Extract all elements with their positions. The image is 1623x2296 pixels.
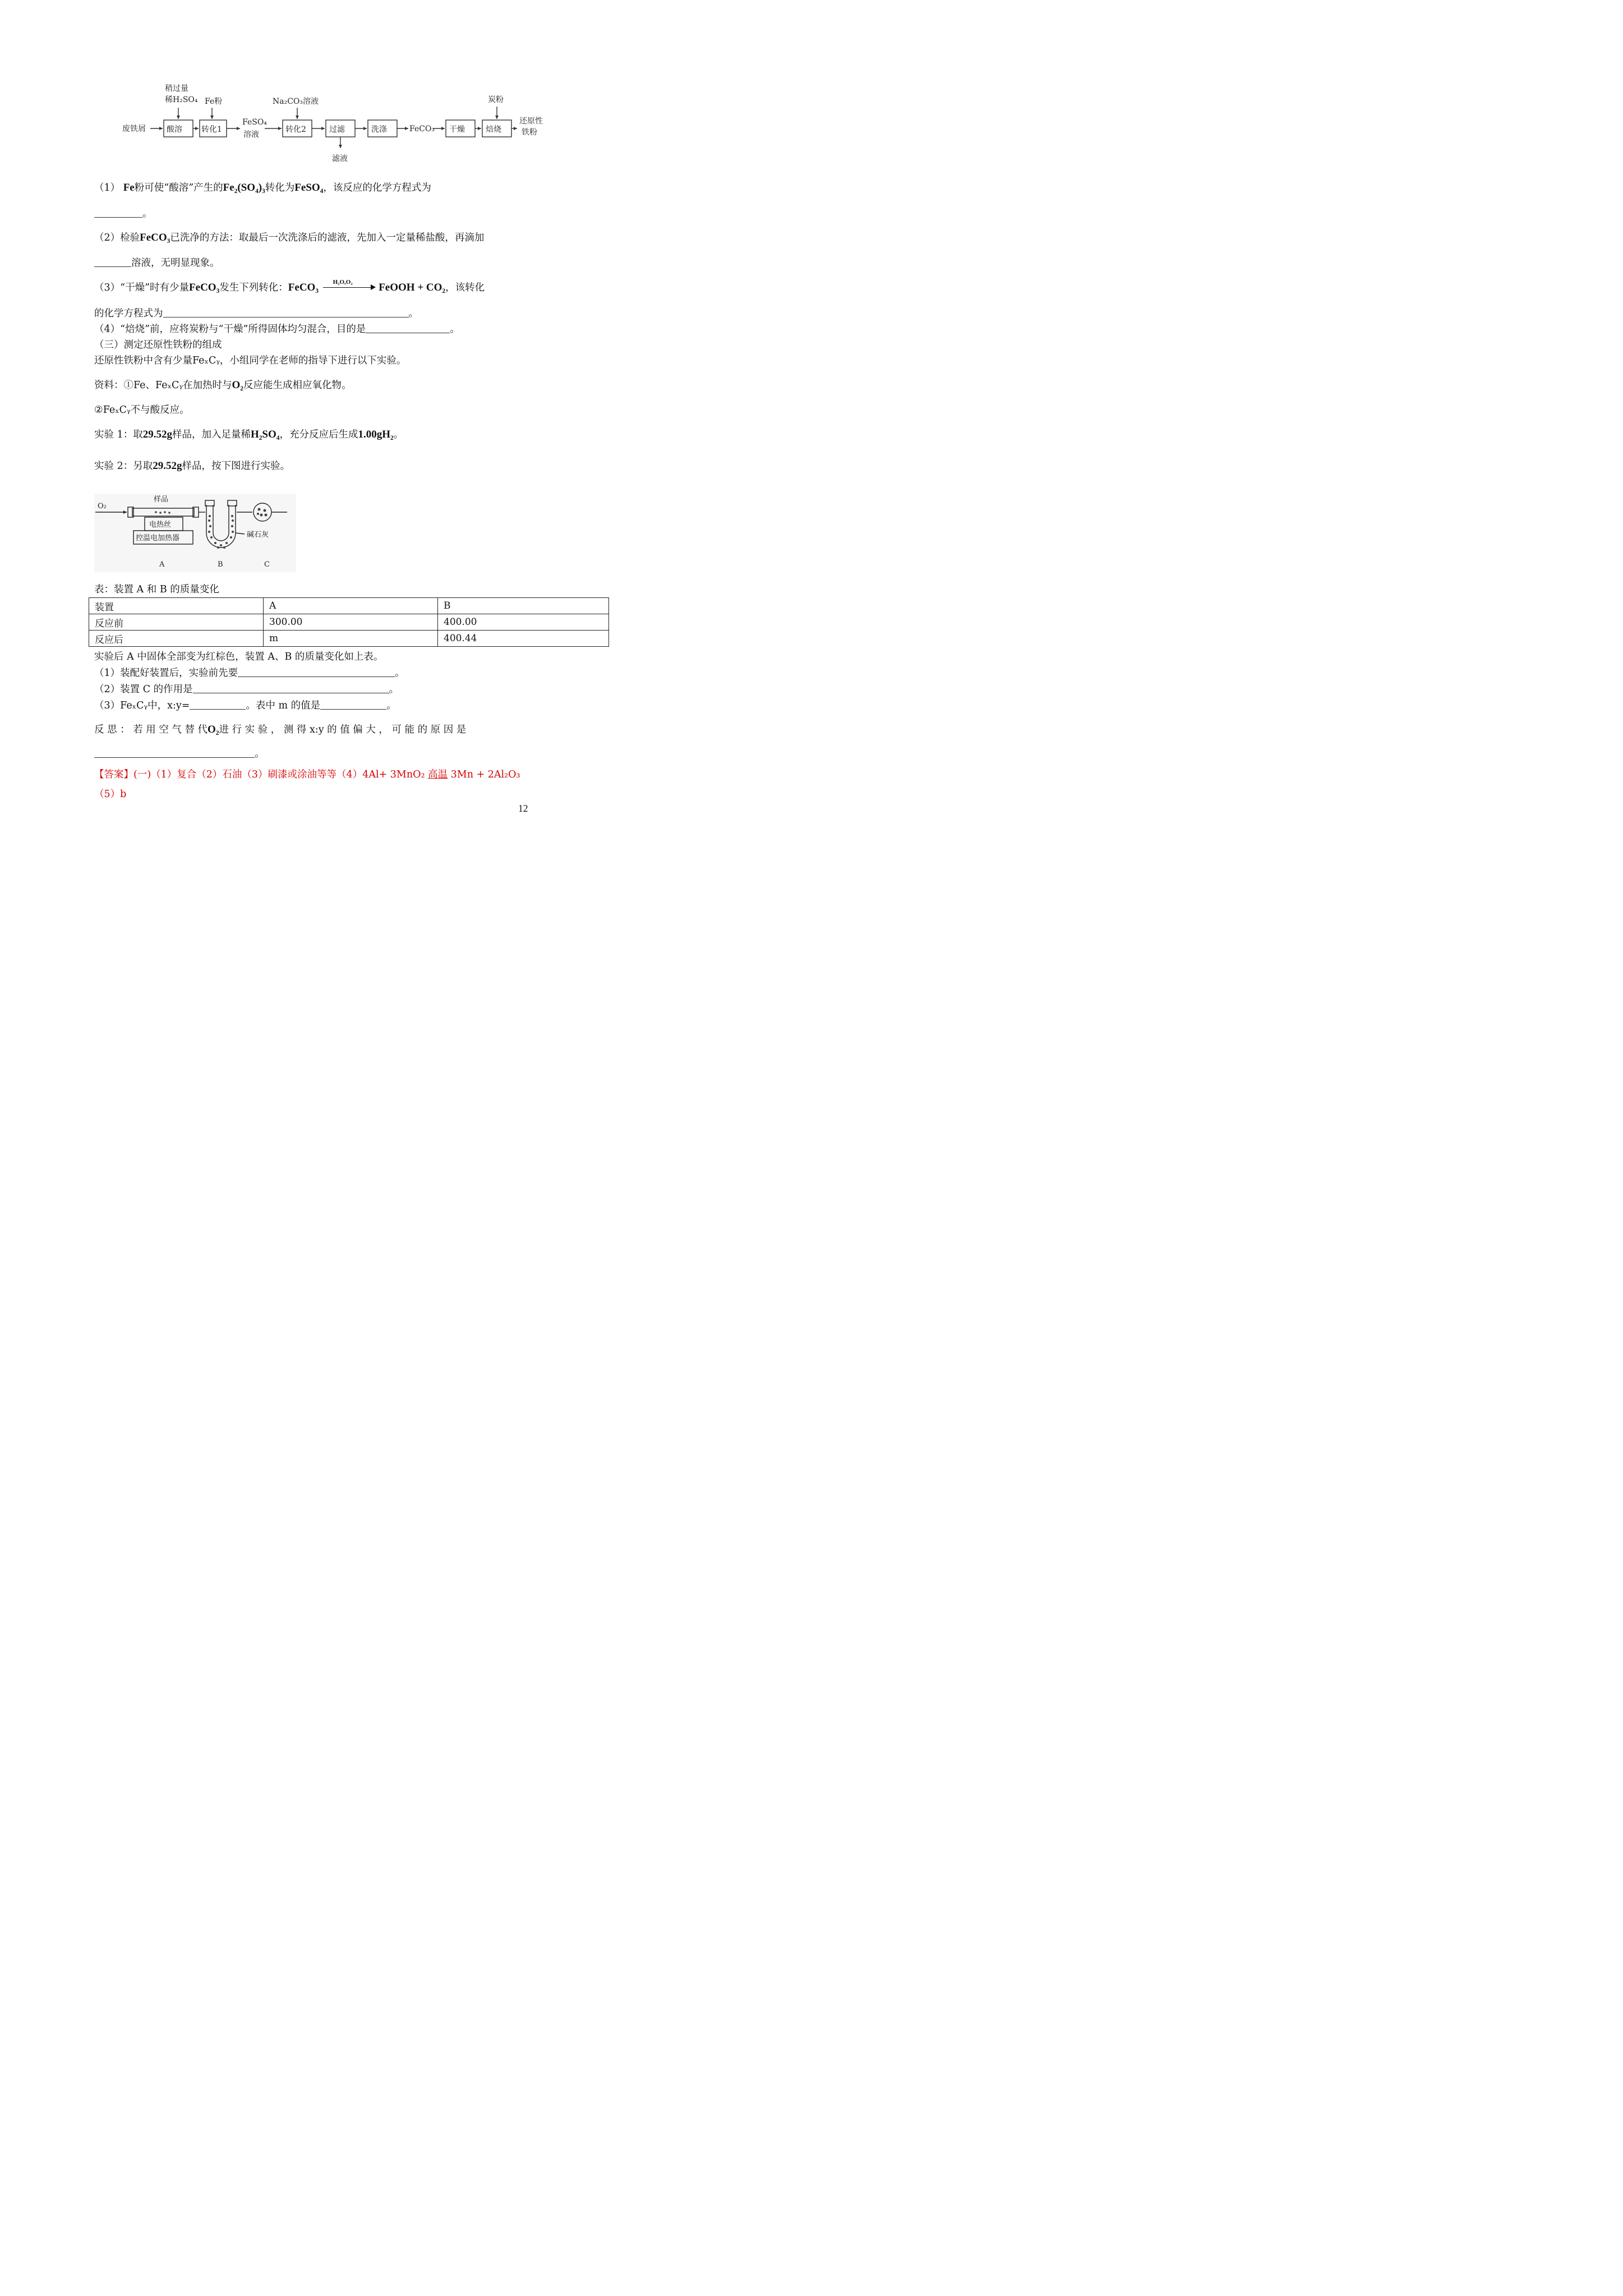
- reagent-acid-line1: 稍过量: [165, 84, 188, 93]
- step-label-wash: 洗涤: [371, 125, 387, 134]
- table-cell: 400.44: [438, 631, 609, 647]
- answer-blank: [238, 668, 395, 677]
- experiment-1: 实验 1：取29.52g样品，加入足量稀H₂SO₄，充分反应后生成1.00gH₂。: [94, 429, 404, 440]
- table-cell: m: [264, 631, 438, 647]
- info-1: 资料：①Fe、FeₓCᵧ在加热时与O₂反应能生成相应氧化物。: [94, 379, 352, 391]
- sub-question-2: （2）装置 C 的作用是 。: [94, 684, 399, 695]
- reagent-carbon: 炭粉: [488, 95, 504, 104]
- table-cell: 400.00: [438, 614, 609, 631]
- question-1: （1） Fe粉可使“酸溶”产生的Fe₂(SO₄)₃转化为FeSO₄，该反应的化学方程式为: [94, 182, 431, 194]
- question-2: （2）检验FeCO₃已洗净的方法：取最后一次洗涤后的滤液，先加入一定量稀盐酸，再滴加: [94, 232, 485, 243]
- intro-text: 还原性铁粉中含有少量FeₓCᵧ，小组同学在老师的指导下进行以下实验。: [94, 355, 407, 366]
- apparatus-label-a: A: [159, 560, 165, 569]
- step-label-dry: 干燥: [449, 125, 465, 134]
- question-1-answer-line: 。: [94, 208, 153, 220]
- step-label-acid: 酸溶: [167, 125, 182, 134]
- question-3-line2: 的化学方程式为 。: [94, 308, 418, 319]
- process-flowchart: [118, 79, 555, 171]
- apparatus-label-c: C: [264, 560, 270, 569]
- reaction-arrow: [322, 279, 376, 293]
- step-label-filter: 过滤: [329, 125, 345, 134]
- answer-blank: [193, 684, 389, 693]
- sub-question-1: （1）装配好装置后，实验前先要 。: [94, 668, 405, 679]
- table-cell: 300.00: [264, 614, 438, 631]
- reaction-condition: H₂O,O₂: [333, 279, 353, 286]
- answer-blank: [190, 700, 246, 710]
- question-4: （4）“焙烧”前，应将炭粉与“干燥”所得固体均匀混合，目的是 。: [94, 324, 460, 335]
- flow-start: 废铁屑: [122, 125, 146, 134]
- step-label-conv1: 转化1: [201, 125, 222, 134]
- answer-blank: [94, 208, 142, 218]
- reflection: 反 思 ： 若 用 空 气 替 代O₂进 行 实 验 ， 测 得 x:y 的 值 偏 大 ， 可 能 的 原 因 是: [94, 724, 467, 735]
- table-row: [89, 598, 609, 614]
- wire-label: 电热丝: [149, 521, 172, 529]
- apparatus-diagram: [94, 494, 296, 572]
- table-row: [89, 614, 609, 631]
- reflection-line2: 。: [94, 748, 265, 760]
- product-label-line1: 还原性: [519, 117, 543, 126]
- answer-condition: 高温: [428, 769, 448, 780]
- sample-label: 样品: [154, 495, 169, 504]
- experiment-2: 实验 2：另取29.52g样品，按下图进行实验。: [94, 460, 290, 472]
- page-number: 12: [518, 803, 528, 814]
- reagent-na2co3: Na₂CO₃溶液: [273, 97, 319, 106]
- product-label-line2: 铁粉: [522, 128, 537, 137]
- answer-blank: [366, 324, 450, 333]
- step-label-roast: 焙烧: [486, 125, 501, 134]
- reagent-acid-line2: 稀H₂SO₄: [165, 95, 198, 104]
- filtrate-label: 滤液: [332, 154, 348, 163]
- table-cell: B: [438, 598, 609, 614]
- question-3: （3）“干燥”时有少量FeCO₃发生下列转化：FeCO₃ H₂O,O₂ FeOOH + CO₂，该转化: [94, 282, 485, 294]
- feso4-solution-label: 溶液: [243, 130, 259, 139]
- answer-line-2: （5）b: [94, 789, 127, 800]
- o2-label: O₂: [98, 502, 107, 510]
- answer-blank: [94, 257, 131, 267]
- table-row: [89, 631, 609, 647]
- table-cell: 反应后: [89, 631, 264, 647]
- answer-line-1: 【答案】(一)（1）复合（2）石油（3）刷漆或涂油等等（4）4Al+ 3MnO₂ 高温 3Mn + 2Al₂O₃: [94, 769, 520, 780]
- after-table-text: 实验后 A 中固体全部变为红棕色，装置 A、B 的质量变化如上表。: [94, 651, 384, 662]
- table-caption: 表：装置 A 和 B 的质量变化: [94, 584, 219, 595]
- feco3-label: FeCO₃: [409, 125, 435, 134]
- table-cell: A: [264, 598, 438, 614]
- answer-blank: [163, 308, 409, 318]
- feso4-label: FeSO₄: [242, 118, 267, 127]
- reagent-fe: Fe粉: [205, 97, 223, 106]
- answer-blank: [94, 748, 255, 758]
- table-cell: 反应前: [89, 614, 264, 631]
- question-2-line2: 溶液，无明显现象。: [94, 257, 220, 269]
- info-2: ②FeₓCᵧ不与酸反应。: [94, 404, 190, 416]
- step-label-conv2: 转化2: [285, 125, 306, 134]
- soda-lime-label: 碱石灰: [247, 531, 269, 539]
- heater-label: 控温电加热器: [136, 534, 180, 542]
- table-cell: 装置: [89, 598, 264, 614]
- apparatus-label-b: B: [218, 560, 223, 569]
- answer-blank: [320, 700, 386, 710]
- sub-question-3: （3）FeₓCᵧ中，x:y= 。表中 m 的值是 。: [94, 700, 396, 711]
- mass-change-table: [89, 597, 609, 647]
- section-heading: （三）测定还原性铁粉的组成: [94, 339, 222, 351]
